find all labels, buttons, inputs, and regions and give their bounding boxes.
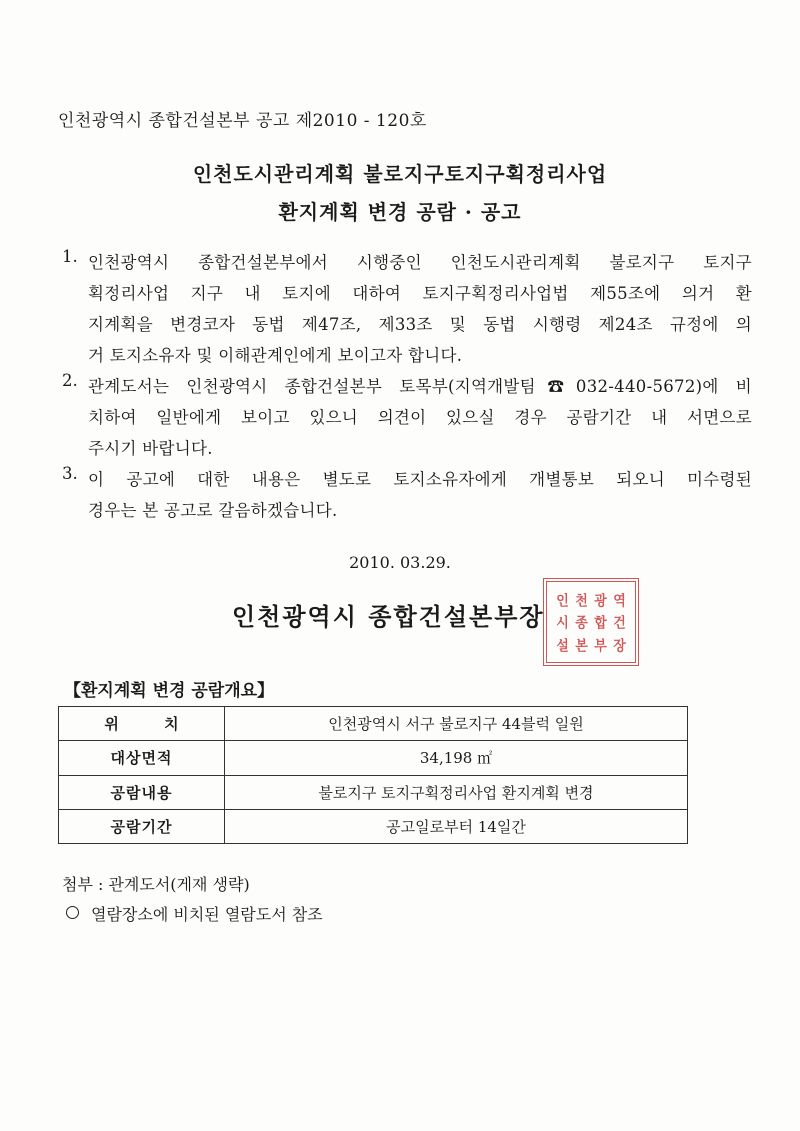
table-row	[59, 809, 688, 843]
item-line: 관계도서는 인천광역시 종합건설본부 토목부(지역개발팀☎032-440-5672)에 비	[88, 377, 752, 396]
reference-note	[66, 902, 323, 925]
item-line: 획정리사업 지구 내 토지에 대하여 토지구획정리사업법 제55조에 의거 환	[88, 284, 752, 303]
issuer-name: 인천광역시 종합건설본부장	[232, 602, 545, 631]
official-seal	[543, 578, 639, 666]
row-value-location: 인천광역시 서구 불로지구 44블럭 일원	[225, 707, 688, 741]
notice-items	[62, 247, 752, 526]
seal-char: 건	[613, 615, 626, 633]
item-number: 3.	[62, 464, 78, 483]
item-number: 2.	[62, 371, 78, 390]
summary-table	[58, 706, 688, 844]
seal-char: 역	[613, 593, 626, 610]
notice-item-3	[62, 464, 752, 526]
row-label-content: 공람내용	[59, 775, 225, 809]
row-label-location: 위 치	[59, 707, 225, 741]
document-title-line2: 환지계획 변경 공람 · 공고	[278, 200, 522, 224]
row-value-area: 34,198 ㎡	[225, 741, 688, 775]
attachment-note: 첨부 : 관계도서(게재 생략)	[62, 875, 250, 894]
seal-char: 부	[594, 638, 607, 656]
seal-char: 광	[594, 593, 607, 610]
seal-char: 장	[613, 638, 626, 656]
item-line: 인천광역시 종합건설본부에서 시행중인 인천도시관리계획 불로지구 토지구	[88, 253, 752, 272]
notice-item-1	[62, 247, 752, 371]
seal-char: 본	[575, 638, 588, 656]
seal-char: 인	[556, 593, 569, 610]
summary-title: 【환지계획 변경 공람개요】	[64, 681, 275, 701]
seal-characters	[553, 588, 629, 656]
seal-char: 천	[575, 593, 588, 610]
notice-item-2	[62, 371, 752, 464]
item-line: 경우는 본 공고로 갈음하겠습니다.	[88, 501, 338, 520]
reference-note-text: 열람장소에 비치된 열람도서 참조	[91, 905, 323, 924]
notice-date: 2010. 03.29.	[349, 553, 451, 572]
item-number: 1.	[62, 247, 78, 266]
row-label-period: 공람기간	[59, 809, 225, 843]
row-value-period: 공고일로부터 14일간	[225, 809, 688, 843]
item-line: 이 공고에 대한 내용은 별도로 토지소유자에게 개별통보 되오니 미수령된	[88, 470, 752, 489]
table-row	[59, 741, 688, 775]
document-title-line1: 인천도시관리계획 불로지구토지구획정리사업	[192, 162, 608, 186]
seal-char: 설	[556, 638, 569, 656]
seal-char: 종	[575, 615, 588, 633]
circle-bullet-icon	[66, 906, 79, 919]
item-line: 치하여 일반에게 보이고 있으니 의견이 있으실 경우 공람기간 내 서면으로	[88, 408, 752, 427]
item-line: 지계획을 변경코자 동법 제47조, 제33조 및 동법 시행령 제24조 규정에 의	[88, 315, 752, 334]
row-label-area: 대상면적	[59, 741, 225, 775]
item-line: 거 토지소유자 및 이해관계인에게 보이고자 합니다.	[88, 346, 463, 365]
notice-number: 인천광역시 종합건설본부 공고 제2010 - 120호	[58, 111, 427, 131]
table-row	[59, 707, 688, 741]
table-row	[59, 775, 688, 809]
seal-char: 시	[556, 615, 569, 633]
item-line: 주시기 바랍니다.	[88, 439, 213, 458]
seal-char: 합	[594, 615, 607, 633]
row-value-content: 불로지구 토지구획정리사업 환지계획 변경	[225, 775, 688, 809]
